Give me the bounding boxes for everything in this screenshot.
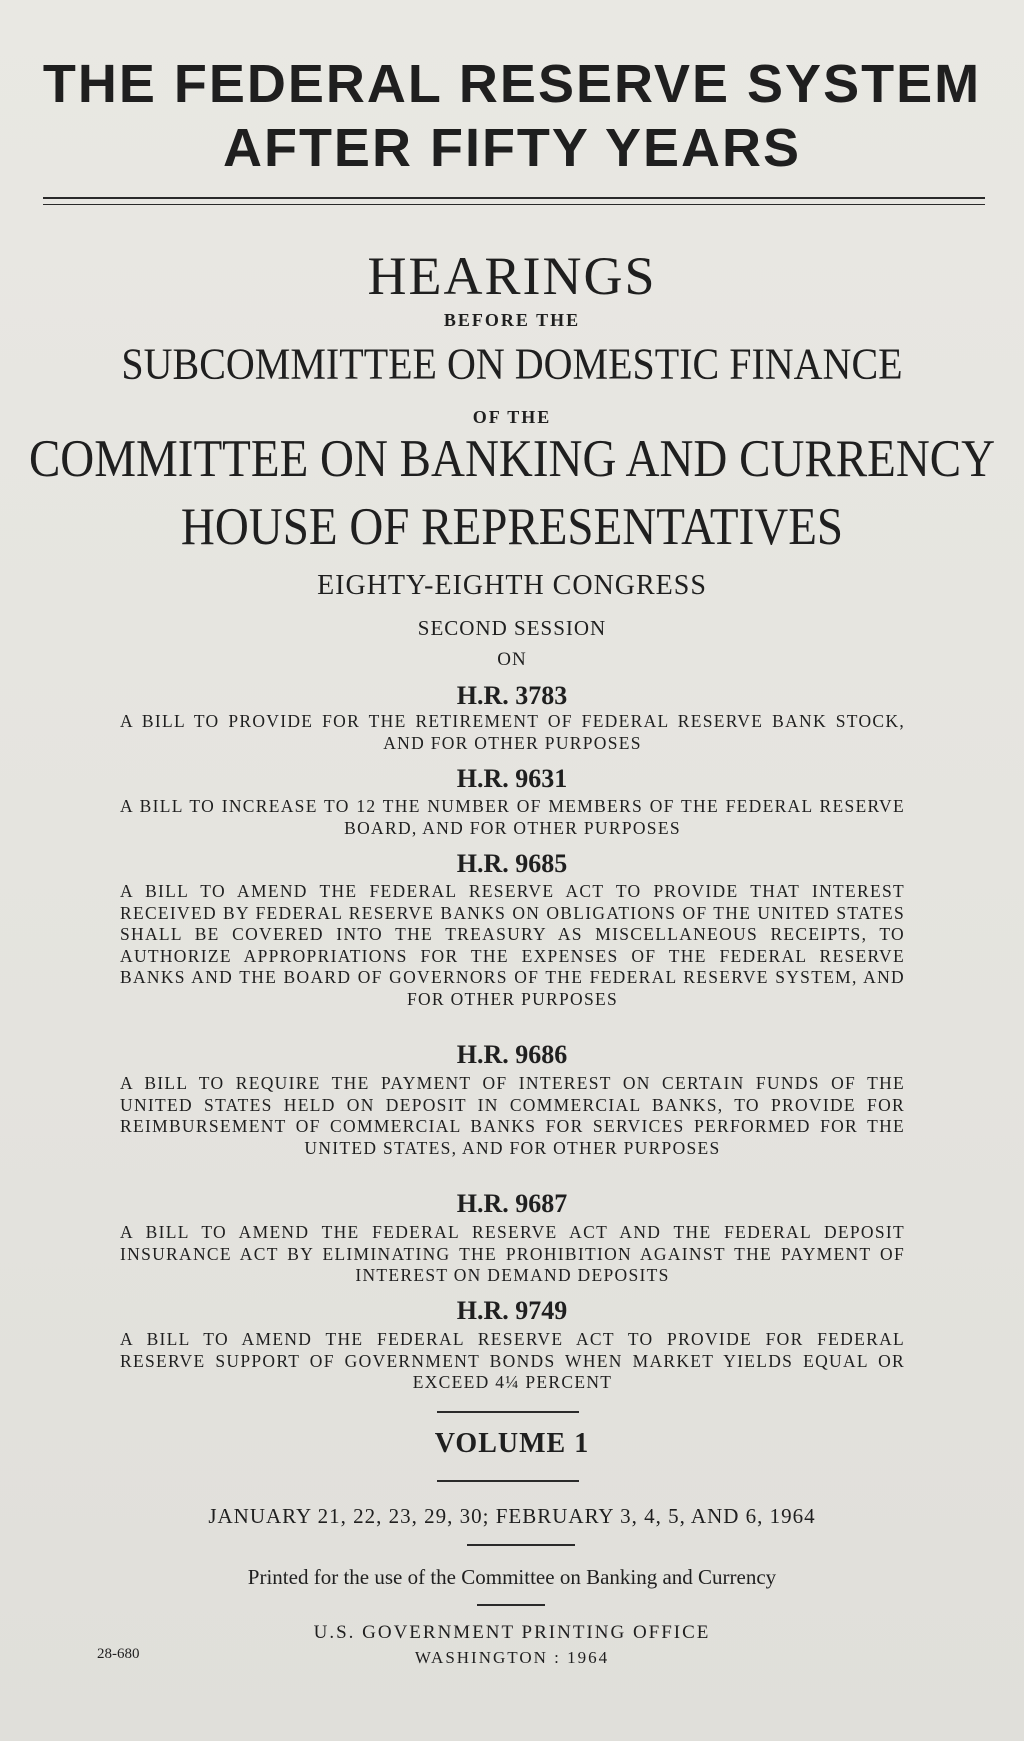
bill-description: A BILL TO REQUIRE THE PAYMENT OF INTEREST ON CERTAIN FUNDS OF THE UNITED STATES HELD ON DEPOSIT IN COMMERCIAL BANKS, TO PROVIDE FOR REIMBURSEMENT OF COMMERCIAL BANKS FOR SERVICES PERFORMED FOR THE UNITED STATES, AND FOR OTHER PURPOSES [120,1073,905,1158]
bill-number: H.R. 3783 [456,681,568,710]
subcommittee-name: SUBCOMMITTEE ON DOMESTIC FINANCE [121,338,903,389]
printed-for-line: Printed for the use of the Committee on Banking and Currency [247,1565,777,1589]
bill-description: A BILL TO AMEND THE FEDERAL RESERVE ACT AND THE FEDERAL DEPOSIT INSURANCE ACT BY ELIMINATING THE PROHIBITION AGAINST THE PAYMENT OF INTEREST ON DEMAND DEPOSITS [120,1222,905,1285]
title-rule-top [43,197,985,199]
bill-description: A BILL TO AMEND THE FEDERAL RESERVE ACT TO PROVIDE FOR FEDERAL RESERVE SUPPORT OF GOVERNMENT BONDS WHEN MARKET YIELDS EQUAL OR EXCEED 4¼ PERCENT [120,1329,905,1392]
congress-label: EIGHTY-EIGHTH CONGRESS [317,570,707,601]
title-rule-bottom [43,204,985,205]
hearings-heading: HEARINGS [367,246,657,306]
bill-number: H.R. 9685 [456,849,568,878]
publisher-city-year: WASHINGTON : 1964 [414,1648,610,1667]
volume-label: VOLUME 1 [434,1428,590,1459]
hearing-dates: JANUARY 21, 22, 23, 29, 30; FEBRUARY 3, 4, 5, AND 6, 1964 [208,1504,816,1528]
document-code: 28-680 [97,1646,140,1662]
on-label: ON [497,649,527,670]
bill-description: A BILL TO PROVIDE FOR THE RETIREMENT OF FEDERAL RESERVE BANK STOCK, AND FOR OTHER PURPOSES [120,711,905,753]
before-the-label: BEFORE THE [443,310,581,330]
bill-description: A BILL TO INCREASE TO 12 THE NUMBER OF MEMBERS OF THE FEDERAL RESERVE BOARD, AND FOR OTHER PURPOSES [120,796,905,838]
divider-rule [437,1480,579,1482]
document-title-line-1: THE FEDERAL RESERVE SYSTEM [42,54,982,114]
of-the-label: OF THE [472,407,552,427]
committee-name: COMMITTEE ON BANKING AND CURRENCY [28,429,996,489]
house-name: HOUSE OF REPRESENTATIVES [180,497,844,557]
bill-number: H.R. 9687 [456,1189,568,1218]
divider-rule [467,1544,575,1546]
document-title-line-2: AFTER FIFTY YEARS [222,118,802,178]
publisher-name: U.S. GOVERNMENT PRINTING OFFICE [313,1622,711,1643]
bill-description: A BILL TO AMEND THE FEDERAL RESERVE ACT TO PROVIDE THAT INTEREST RECEIVED BY FEDERAL RESERVE BANKS ON OBLIGATIONS OF THE UNITED STATES SHALL BE COVERED INTO THE TREASURY AS MISCELLANEOUS RECEIPTS, TO AUTHORIZE APPROPRIATIONS FOR THE EXPENSES OF THE FEDERAL RESERVE BANKS AND THE BOARD OF GOVERNORS OF THE FEDERAL RESERVE SYSTEM, AND FOR OTHER PURPOSES [120,881,905,1009]
session-label: SECOND SESSION [417,616,607,640]
divider-rule [437,1411,579,1413]
divider-rule [477,1604,545,1606]
bill-number: H.R. 9631 [456,764,568,793]
bill-number: H.R. 9686 [456,1040,568,1069]
bill-number: H.R. 9749 [456,1296,568,1325]
